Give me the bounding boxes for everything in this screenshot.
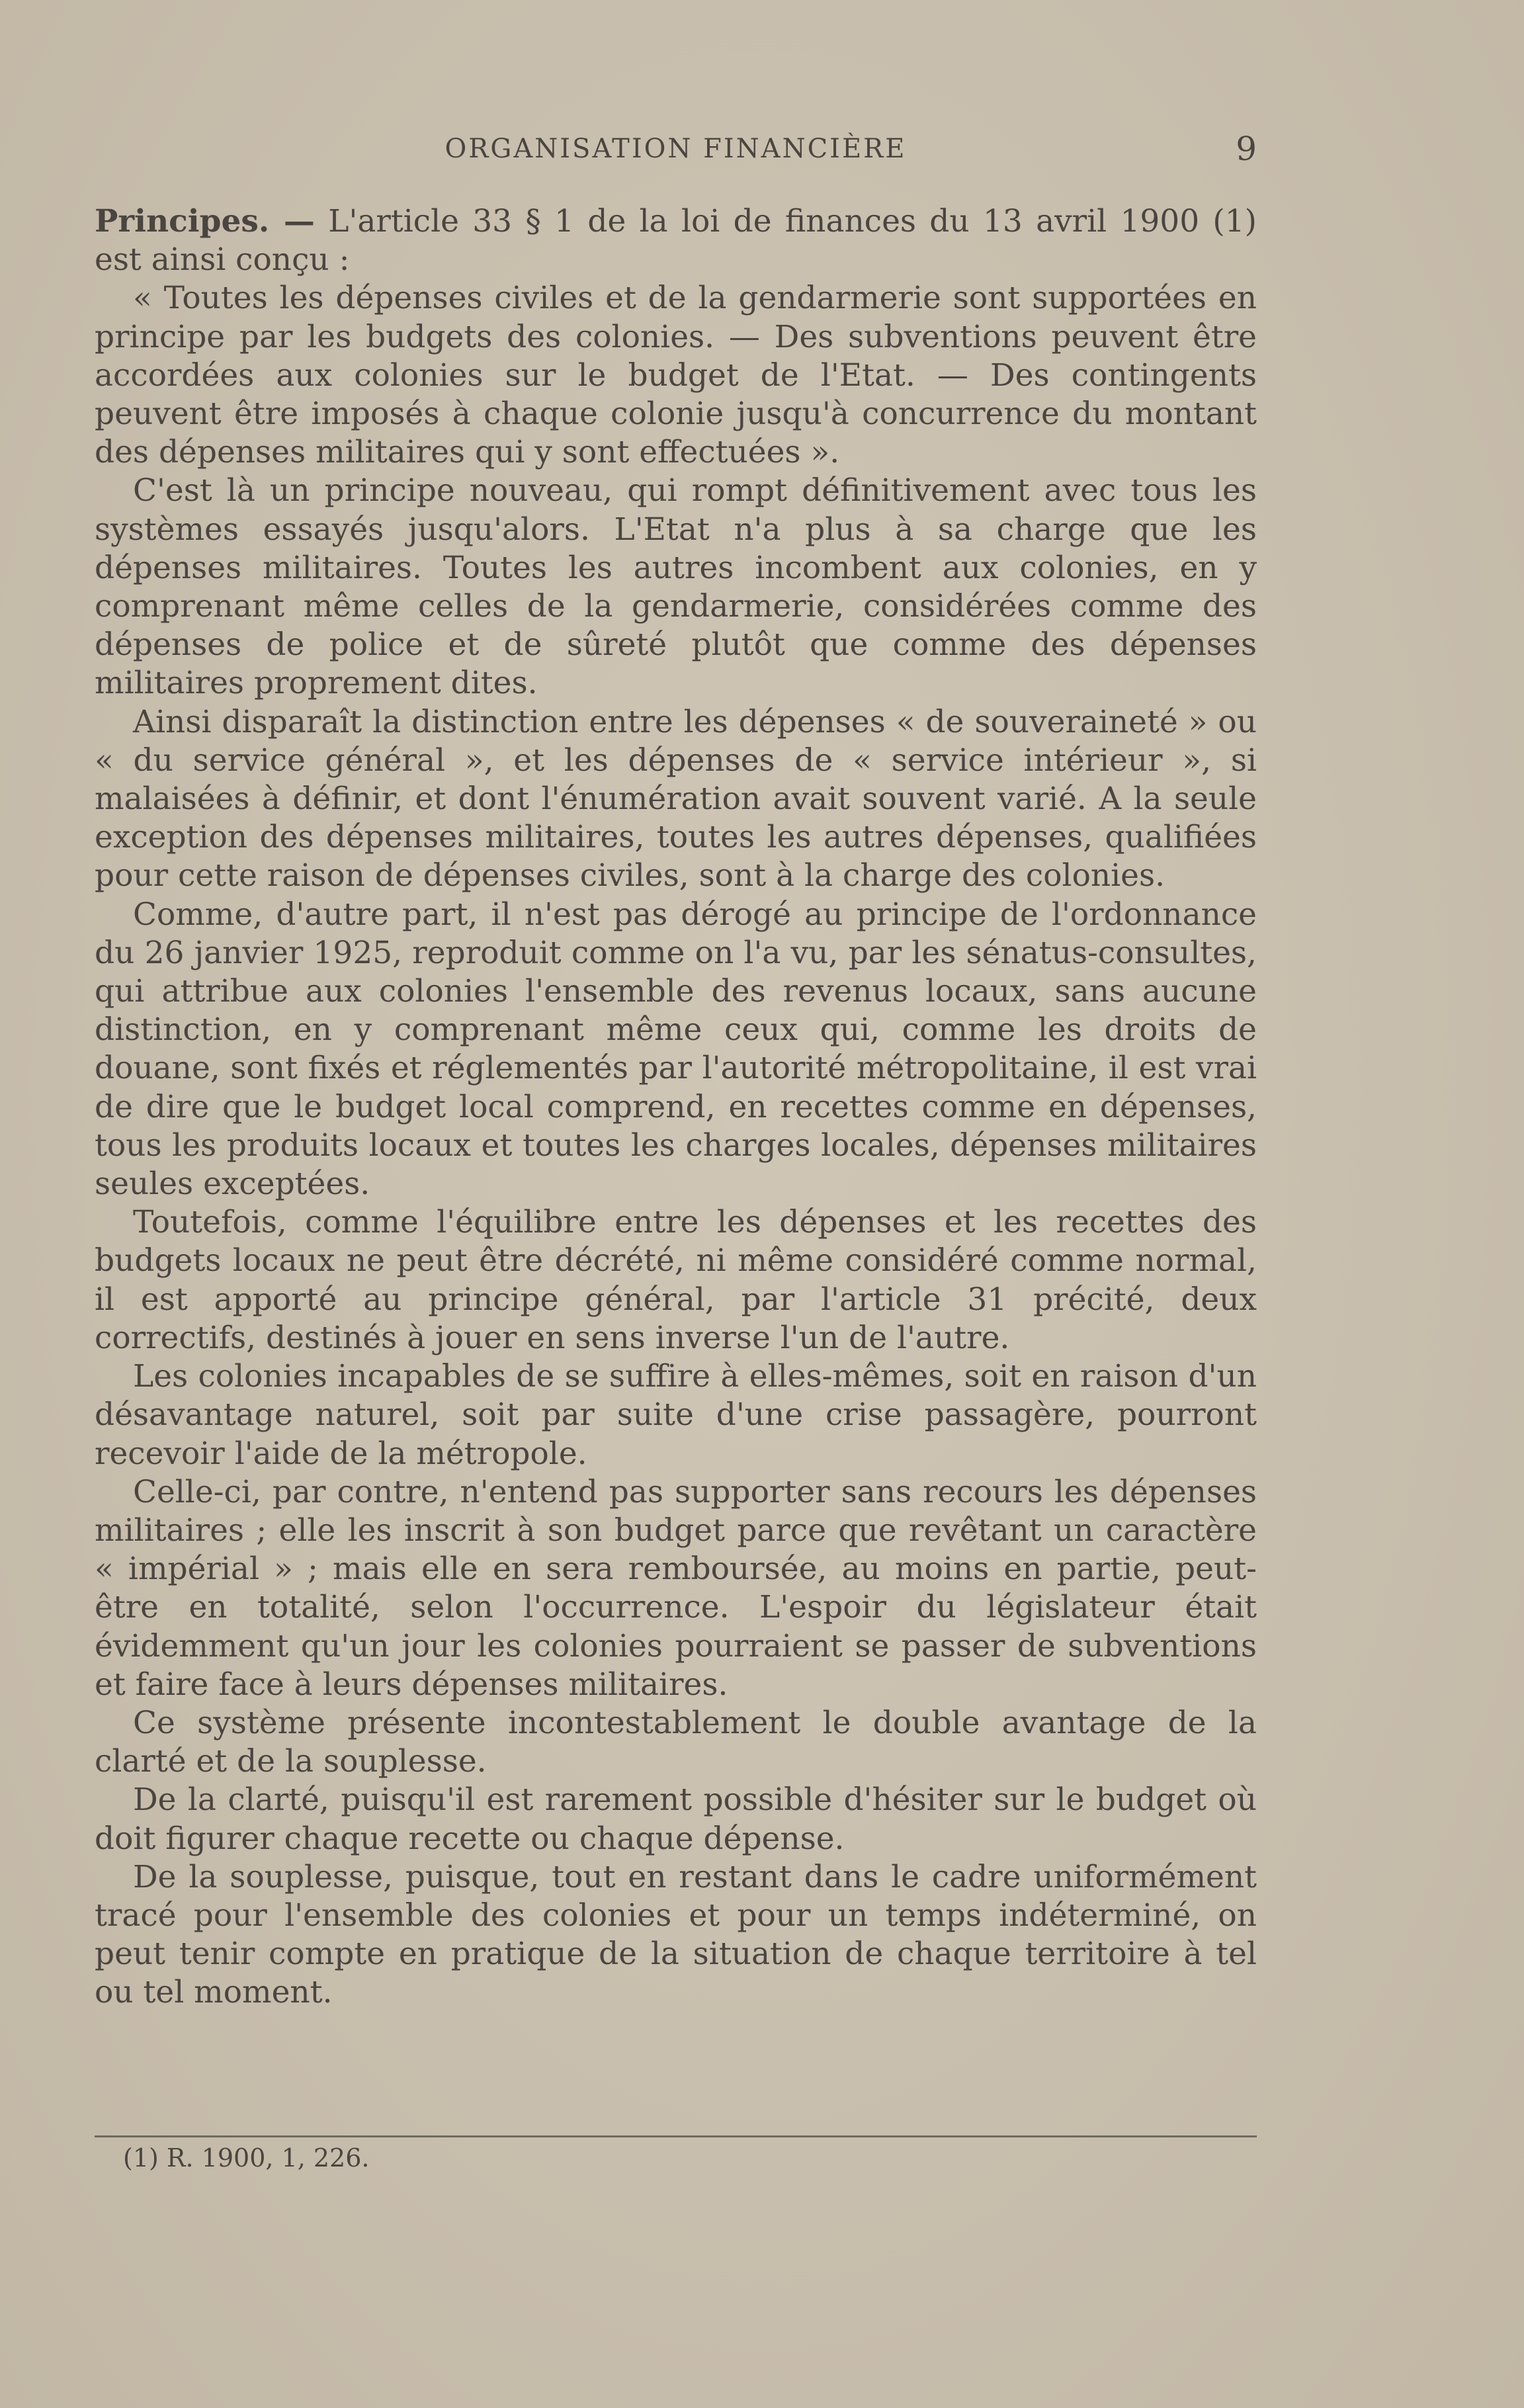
- paragraph: Ainsi disparaît la distinction entre les dépenses « de souveraineté » ou « du service général », et les dépenses de « service intérieur », si malaisées à définir, et dont l'énumération avait souvent varié. A la seule exception des dépenses militaires, toutes les autres dépenses, qualifiées pour cette raison de dépenses civiles, sont à la charge des colonies.: [95, 703, 1257, 894]
- running-head: [95, 130, 1257, 169]
- footnote: (1) R. 1900, 1, 226.: [123, 2143, 370, 2172]
- paragraph-quotation: « Toutes les dépenses civiles et de la gendarmerie sont supportées en principe par les budgets des colonies. — Des subventions peuvent être accordées aux colonies sur le budget de l'Etat. — Des contingents peuvent être imposés à chaque colonie jusqu'à concurrence du montant des dépenses militaires qui y sont effectuées ».: [95, 280, 1257, 471]
- paragraph: Comme, d'autre part, il n'est pas dérogé au principe de l'ordonnance du 26 janvier 1925, reproduit comme on l'a vu, par les sénatus-consultes, qui attribue aux colonies l'ensemble des revenus locaux, sans aucune distinction, en y comprenant même ceux qui, comme les droits de douane, sont fixés et réglementés par l'autorité métropolitaine, il est vrai de dire que le budget local comprend, en recettes comme en dépenses, tous les produits locaux et toutes les charges locales, dépenses militaires seules exceptées.: [95, 896, 1257, 1203]
- paragraph: Ce système présente incontestablement le double avantage de la clarté et de la souplesse.: [95, 1704, 1257, 1780]
- paragraph: Celle-ci, par contre, n'entend pas supporter sans recours les dépenses militaires ; elle les inscrit à son budget parce que revêtant un caractère « impérial » ; mais elle en sera remboursée, au moins en partie, peut-être en totalité, selon l'occurrence. L'espoir du législateur était évidemment qu'un jour les colonies pourraient se passer de subventions et faire face à leurs dépenses militaires.: [95, 1473, 1257, 1703]
- paragraph: De la clarté, puisqu'il est rarement possible d'hésiter sur le budget où doit figurer chaque recette ou chaque dépense.: [95, 1782, 1257, 1857]
- body-text: [95, 202, 1257, 2012]
- paragraph: De la souplesse, puisque, tout en restant dans le cadre uniformément tracé pour l'ensemble des colonies et pour un temps indéterminé, on peut tenir compte en pratique de la situation de chaque territoire à tel ou tel moment.: [95, 1858, 1257, 2011]
- page-number: 9: [1236, 130, 1257, 168]
- paragraph-text: L'article 33 § 1 de la loi de finances du 13 avril 1900 (1) est ainsi conçu :: [95, 203, 1257, 279]
- paragraph-principes: [95, 202, 1257, 279]
- paragraph: Toutefois, comme l'équilibre entre les dépenses et les recettes des budgets locaux ne peut être décrété, ni même considéré comme normal, il est apporté au principe général, par l'article 31 précité, deux correctifs, destinés à jouer en sens inverse l'un de l'autre.: [95, 1204, 1257, 1356]
- paragraph: Les colonies incapables de se suffire à elles-mêmes, soit en raison d'un désavantage naturel, soit par suite d'une crise passagère, pourront recevoir l'aide de la métropole.: [95, 1358, 1257, 1472]
- running-title: ORGANISATION FINANCIÈRE: [444, 134, 907, 164]
- footnote-divider: [95, 2135, 1257, 2137]
- section-heading: Principes. —: [95, 203, 315, 239]
- paragraph: C'est là un principe nouveau, qui rompt définitivement avec tous les systèmes essayés jusqu'alors. L'Etat n'a plus à sa charge que les dépenses militaires. Toutes les autres incombent aux colonies, en y comprenant même celles de la gendarmerie, considérées comme des dépenses de police et de sûreté plutôt que comme des dépenses militaires proprement dites.: [95, 472, 1257, 702]
